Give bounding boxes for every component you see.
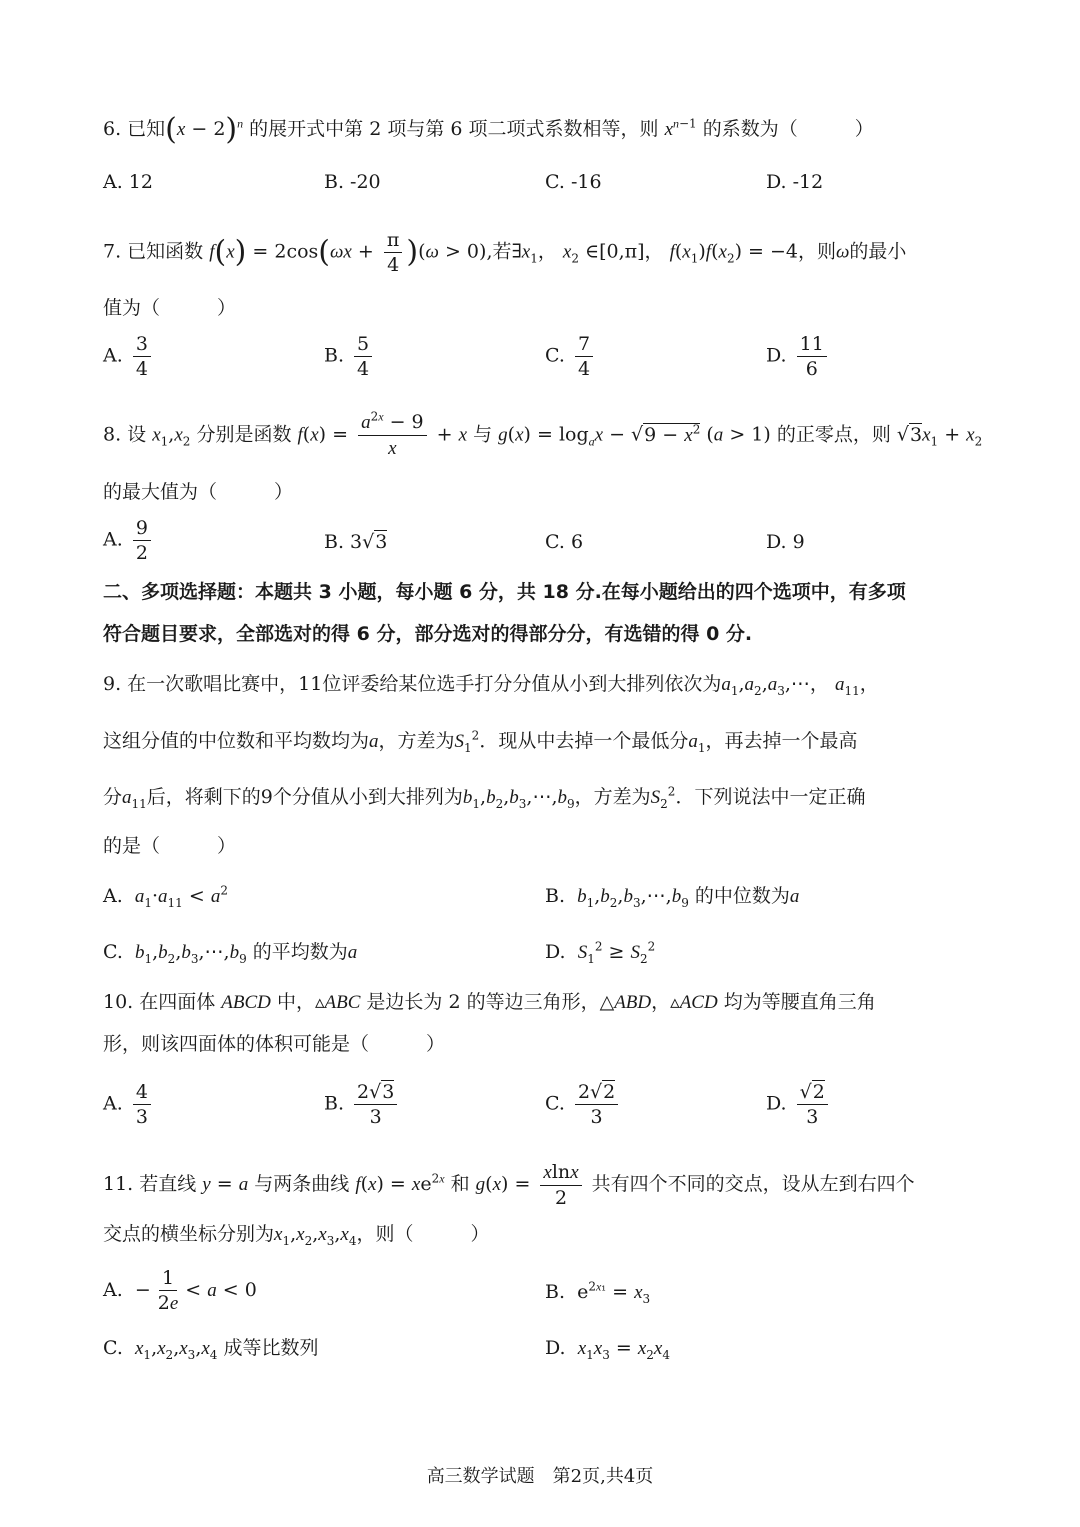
question-9-line-4: 的是（ ）: [103, 835, 237, 857]
question-8-line-2: 的最大值为（ ）: [103, 481, 294, 503]
q9-option-a: A. $a_1\cdot a_{11} < a^2$: [103, 883, 228, 910]
q6-option-c: C. -16: [545, 171, 602, 193]
page-footer: 高三数学试题 第2页,共4页: [426, 1466, 654, 1487]
question-8-line-1: 8. 设 $x_1,x_2$ 分别是函数 f(x) = $\frac{a^{2x} - 9}{x}$ + x 与 $g(x) = \log_ax - √9 - x^2$ (a > 1) 的正零点，则 $√3x_1 + x_2$: [103, 409, 983, 459]
q10-option-d: D. $\frac{√2}{3}$: [766, 1080, 832, 1129]
q9-option-b: B. $b_1,b_2,b_3,\cdots,b_9$ 的中位数为a: [545, 885, 800, 910]
q10-option-b: B. $\frac{2√3}{3}$: [324, 1080, 401, 1129]
q11-option-a: A. − $\frac{1}{2e}$ < a < 0: [103, 1267, 257, 1314]
q8-option-d: D. 9: [766, 531, 805, 553]
q10-option-a: A. $\frac{4}{3}$: [103, 1080, 155, 1129]
q11-option-d: D. $x_1x_3 = x_2x_4$: [545, 1337, 670, 1362]
question-7-line-1: 7. 已知函数 f(x) = 2cos(ωx + $\frac{\pi}{4}$ )(ω > 0),若$\exists x_1$， $x_2$ ∈[0,π]， $f(x_1)f(x_2) = -4$，则ω的最小: [103, 229, 907, 276]
question-10-line-2: 形，则该四面体的体积可能是（ ）: [103, 1033, 446, 1055]
q10-option-c: C. $\frac{2√2}{3}$: [545, 1080, 622, 1129]
q7-option-b: B. $\frac{5}{4}$: [324, 332, 376, 381]
q11-option-b: B. $e^{2x_1} = x_3$: [545, 1279, 651, 1306]
question-9-line-2: 这组分值的中位数和平均数均为a，方差为$S_1^2$．现从中去掉一个最低分$a_1$，再去掉一个最高: [103, 728, 858, 755]
q9-option-d: D. $S_1^2 \ge S_2^2$: [545, 939, 656, 966]
q6-option-b: B. -20: [324, 171, 381, 193]
question-9-line-3: 分$a_{11}$后，将剩下的9个分值从小到大排列为$b_1,b_2,b_3,\cdots,b_9$，方差为$S_2^2$．下列说法中一定正确: [103, 784, 866, 811]
q8-option-b: B. 3√3: [324, 531, 388, 553]
section-2-heading: 二、多项选择题：本题共 3 小题，每小题 6 分，共 18 分.在每小题给出的四个选项中，有多项: [103, 581, 906, 603]
q6-option-a: A. 12: [103, 171, 153, 193]
q11-option-c: C. $x_1,x_2,x_3,x_4$ 成等比数列: [103, 1337, 319, 1362]
q7-option-a: A. $\frac{3}{4}$: [103, 332, 155, 381]
q6-option-d: D. -12: [766, 171, 824, 193]
q8-option-c: C. 6: [545, 531, 584, 553]
question-9-line-1: 9. 在一次歌唱比赛中，11位评委给某位选手打分分值从小到大排列依次为$a_1,a_2,a_3,\cdots$， $a_{11}$，: [103, 673, 879, 698]
q7-option-c: C. $\frac{7}{4}$: [545, 332, 597, 381]
question-6: 6. 已知$(x - 2)^n$ 的展开式中第 2 项与第 6 项二项式系数相等，则 $x^{n-1}$ 的系数为（ ）: [103, 112, 874, 147]
q7-option-d: D. $\frac{11}{6}$: [766, 332, 831, 381]
q8-option-a: A. $\frac{9}{2}$: [103, 516, 155, 565]
question-7-line-2: 值为（ ）: [103, 297, 237, 319]
section-2-instructions: 符合题目要求，全部选对的得 6 分，部分选对的得部分分，有选错的得 0 分.: [103, 623, 753, 645]
question-10-line-1: 10. 在四面体 ABCD 中，▵ABC 是边长为 2 的等边三角形，△ABD，▵ACD 均为等腰直角三角: [103, 991, 876, 1013]
q9-option-c: C. $b_1,b_2,b_3,\cdots,b_9$ 的平均数为a: [103, 941, 358, 966]
question-11-line-1: 11. 若直线 y = a 与两条曲线 $f(x) = xe^{2x}$ 和 g(x) = $\frac{xlnx}{2}$ 共有四个不同的交点，设从左到右四个: [103, 1161, 915, 1209]
question-11-line-2: 交点的横坐标分别为$x_1,x_2,x_3,x_4$，则（ ）: [103, 1223, 490, 1248]
